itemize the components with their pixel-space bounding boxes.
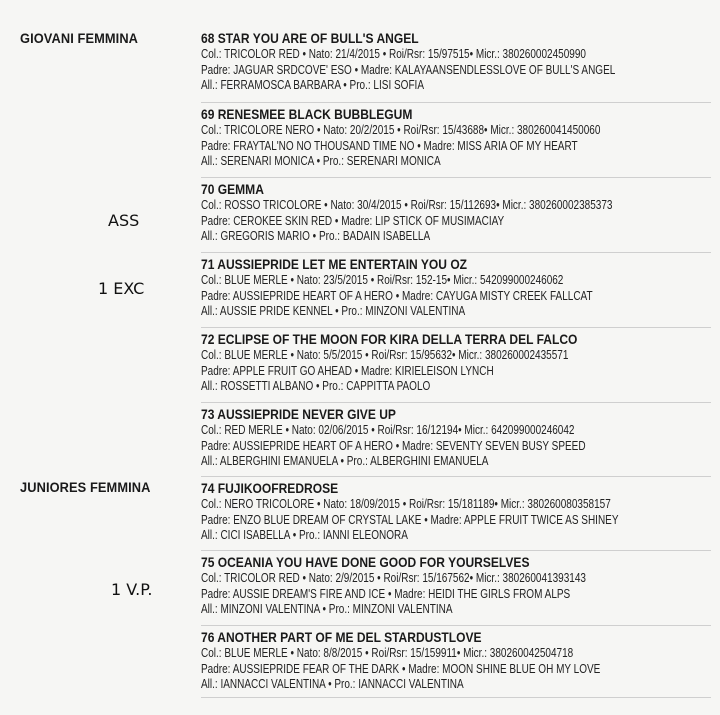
entry-parents-line: Padre: AUSSIE DREAM'S FIRE AND ICE • Madre: HEIDI THE GIRLS FROM ALPS	[201, 586, 571, 601]
entry-parents-line: Padre: JAGUAR SRDCOVE' ESO • Madre: KALAYAANSENDLESSLOVE OF BULL'S ANGEL	[201, 62, 616, 77]
entry-title: 73 AUSSIEPRIDE NEVER GIVE UP	[201, 406, 396, 422]
entry-parents-line: Padre: AUSSIEPRIDE HEART OF A HERO • Madre: CAYUGA MISTY CREEK FALLCAT	[201, 288, 593, 303]
entry-76	[201, 625, 711, 693]
entry-owner-line: All.: ROSSETTI ALBANO • Pro.: CAPPITTA PAOLO	[201, 379, 431, 393]
entry-parents-line: Padre: AUSSIEPRIDE FEAR OF THE DARK • Madre: MOON SHINE BLUE OH MY LOVE	[201, 661, 601, 676]
entry-owner-line: All.: GREGORIS MARIO • Pro.: BADAIN ISABELLA	[201, 229, 431, 243]
entry-72	[201, 327, 711, 395]
entry-73	[201, 402, 711, 470]
entry-title: 69 RENESMEE BLACK BUBBLEGUM	[201, 106, 413, 122]
entry-color-line: Col.: NERO TRICOLORE • Nato: 18/09/2015 • Roi/Rsr: 15/181189• Micr.: 380260080358157	[201, 497, 611, 511]
entry-title: 68 STAR YOU ARE OF BULL'S ANGEL	[201, 30, 419, 46]
award-1-vp: 1 V.P.	[111, 580, 153, 599]
entry-parents-line: Padre: APPLE FRUIT GO AHEAD • Madre: KIRIELEISON LYNCH	[201, 363, 494, 378]
entry-color-line: Col.: TRICOLOR RED • Nato: 21/4/2015 • Roi/Rsr: 15/97515• Micr.: 380260002450990	[201, 47, 586, 61]
entry-color-line: Col.: BLUE MERLE • Nato: 23/5/2015 • Roi/Rsr: 152-15• Micr.: 542099000246062	[201, 273, 564, 287]
award-1-exc: 1 EXC	[98, 279, 145, 298]
entry-title: 72 ECLIPSE OF THE MOON FOR KIRA DELLA TERRA DEL FALCO	[201, 331, 578, 347]
entry-owner-line: All.: IANNACCI VALENTINA • Pro.: IANNACCI VALENTINA	[201, 677, 464, 691]
award-ass: ASS	[108, 211, 140, 230]
class-title-juniores: JUNIORES FEMMINA	[20, 480, 151, 495]
entry-color-line: Col.: RED MERLE • Nato: 02/06/2015 • Roi/Rsr: 16/12194• Micr.: 642099000246042	[201, 423, 575, 437]
entry-title: 71 AUSSIEPRIDE LET ME ENTERTAIN YOU OZ	[201, 256, 468, 272]
entry-parents-line: Padre: AUSSIEPRIDE HEART OF A HERO • Madre: SEVENTY SEVEN BUSY SPEED	[201, 438, 586, 453]
entry-color-line: Col.: ROSSO TRICOLORE • Nato: 30/4/2015 • Roi/Rsr: 15/112693• Micr.: 380260002385373	[201, 198, 613, 212]
entry-title: 76 ANOTHER PART OF ME DEL STARDUSTLOVE	[201, 629, 482, 645]
entry-parents-line: Padre: CEROKEE SKIN RED • Madre: LIP STICK OF MUSIMACIAY	[201, 213, 505, 228]
entry-owner-line: All.: MINZONI VALENTINA • Pro.: MINZONI VALENTINA	[201, 602, 453, 616]
entry-title: 70 GEMMA	[201, 181, 264, 197]
entry-owner-line: All.: AUSSIE PRIDE KENNEL • Pro.: MINZONI VALENTINA	[201, 304, 466, 318]
entry-parents-line: Padre: ENZO BLUE DREAM OF CRYSTAL LAKE • Madre: APPLE FRUIT TWICE AS SHINEY	[201, 512, 619, 527]
entry-color-line: Col.: TRICOLORE NERO • Nato: 20/2/2015 • Roi/Rsr: 15/43688• Micr.: 380260041450060	[201, 123, 601, 137]
entry-74	[201, 476, 711, 544]
entry-75	[201, 550, 711, 618]
entry-parents-line: Padre: FRAYTAL'NO NO THOUSAND TIME NO • Madre: MISS ARIA OF MY HEART	[201, 138, 578, 153]
entry-color-line: Col.: TRICOLOR RED • Nato: 2/9/2015 • Roi/Rsr: 15/167562• Micr.: 380260041393143	[201, 571, 586, 585]
entry-70	[201, 177, 711, 245]
entry-68	[201, 27, 711, 94]
entry-title: 74 FUJIKOOFREDROSE	[201, 480, 339, 496]
entry-title: 75 OCEANIA YOU HAVE DONE GOOD FOR YOURSELVES	[201, 554, 530, 570]
bottom-divider	[201, 697, 711, 698]
entry-color-line: Col.: BLUE MERLE • Nato: 8/8/2015 • Roi/Rsr: 15/159911• Micr.: 380260042504718	[201, 646, 574, 660]
entry-71	[201, 252, 711, 320]
entry-owner-line: All.: SERENARI MONICA • Pro.: SERENARI MONICA	[201, 154, 441, 168]
entry-owner-line: All.: CICI ISABELLA • Pro.: IANNI ELEONORA	[201, 528, 408, 542]
entry-69	[201, 102, 711, 170]
class-title-giovani: GIOVANI FEMMINA	[20, 31, 139, 46]
entry-color-line: Col.: BLUE MERLE • Nato: 5/5/2015 • Roi/Rsr: 15/95632• Micr.: 380260002435571	[201, 348, 569, 362]
entry-owner-line: All.: ALBERGHINI EMANUELA • Pro.: ALBERGHINI EMANUELA	[201, 454, 489, 468]
entry-owner-line: All.: FERRAMOSCA BARBARA • Pro.: LISI SOFIA	[201, 78, 425, 92]
